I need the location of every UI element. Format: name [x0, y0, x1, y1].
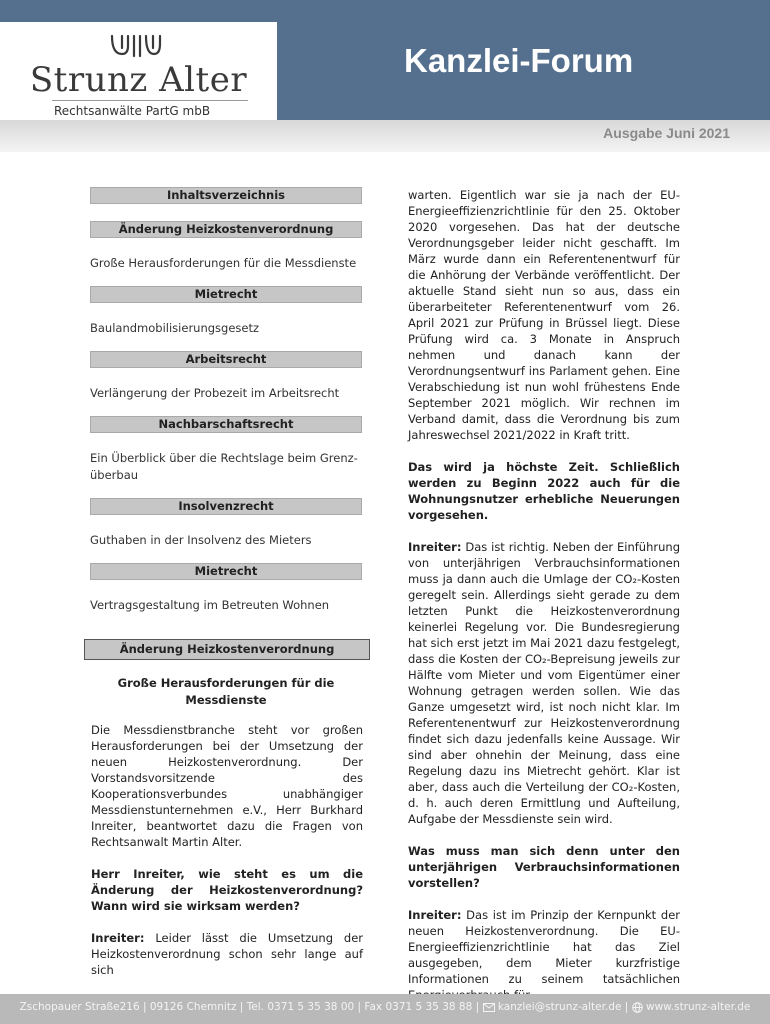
article-column-right [408, 187, 680, 1019]
question: Was muss man sich denn unter den unterjährigen Verbrauchsinformationen vorstellen? [408, 844, 680, 890]
article-intro: Die Messdienstbranche steht vor großen Herausforderungen bei der Umsetzung der neuen Heizkostenverordnung. Der Vorstandsvorsitzende des Kooperationsverbundes unabhängiger Messdienstunternehmen e.V., Herr Burkhard Inreiter, beantwortet dazu die Fragen von Rechtsanwalt Martin Alter. [91, 723, 363, 849]
logo-name: Strunz Alter [29, 60, 248, 100]
toc-heading: Inhaltsverzeichnis [90, 187, 362, 204]
toc-section: Nachbarschaftsrecht [90, 416, 362, 433]
toc-section: Änderung Heizkostenverordnung [90, 221, 362, 238]
toc-item[interactable]: Verlängerung der Probezeit im Arbeitsrecht [90, 386, 340, 400]
speaker-label: Inreiter: [408, 540, 462, 554]
envelope-icon [483, 1003, 495, 1012]
globe-icon [632, 1002, 643, 1013]
footer-email[interactable]: kanzlei@strunz-alter.de | [497, 1001, 629, 1013]
logo-divider [52, 100, 248, 101]
toc-item[interactable]: Große Herausforderungen für die Messdienste [90, 256, 357, 270]
article-title: Große Herausforderungen für die Messdienste [117, 676, 335, 707]
question: Das wird ja höchste Zeit. Schließlich werden zu Beginn 2022 auch für die Wohnungsnutzer erhebliche Neuerungen vorgesehen. [408, 460, 680, 522]
answer-text: warten. Eigentlich war sie ja nach der EU-Energieeffizienzrichtlinie für den 25. Oktober 2020 vorgesehen. Das hat der deutsche Verordnungsgeber leider nicht geschafft. Im März wurde dann ein Referentenentwurf für die Anhörung der Verbände veröffentlicht. Der aktuelle Stand sieht nun so aus, dass ein überarbeiteter Referentenentwurf vom 26. April 2021 zur Prüfung in Brüssel liegt. Diese Prüfung wird ca. 3 Monate in Anspruch nehmen und danach kann der Verordnungsentwurf ins Parlament gehen. Eine Verabschiedung ist nun wohl frühestens Ende September 2021 möglich. Wir rechnen im Verband damit, dass die Verordnung bis zum Jahreswechsel 2021/2022 in Kraft tritt. [408, 188, 680, 442]
answer [408, 539, 680, 827]
toc-item[interactable]: Guthaben in der Insolvenz des Mieters [90, 533, 312, 547]
footer-website[interactable]: www.strunz-alter.de [645, 1001, 751, 1013]
footer-contact [0, 1001, 770, 1013]
logo-subtitle: Rechtsanwälte PartG mbB [54, 104, 211, 118]
footer-address: Zschopauer Straße216 | 09126 Chemnitz | Tel. 0371 5 35 38 00 | Fax 0371 5 35 38 88 | [19, 1001, 480, 1013]
answer [408, 907, 680, 1003]
toc-item[interactable]: Ein Überblick über die Rechtslage beim Grenz-überbau [90, 451, 358, 482]
article-section-heading: Änderung Heizkostenverordnung [84, 639, 370, 660]
answer-text: Das ist richtig. Neben der Einführung von unterjährigen Verbrauchsinformationen muss ja dann auch die Umlage der CO₂-Kosten geregelt sein. Allerdings sieht gerade zu dem letzten Punkt die Heizkostenverordnung keinerlei Regelung vor. Die Bundesregierung hat sich erst jetzt im Mai 2021 dazu festgelegt, dass die Kosten der CO₂-Bepreisung jeweils zur Hälfte vom Mieter und vom Eigentümer einer Wohnung getragen werden sollen. Wie das Ganze umgesetzt wird, ist noch nicht klar. Im Referentenentwurf zur Heizkostenverordnung findet sich dazu jedenfalls keine Aussage. Wir sind aber ohnehin der Meinung, dass eine Regelung dazu ins Mietrecht gehört. Klar ist aber, dass auch die Verteilung der CO₂-Kosten, d. h. auch deren Ermittlung und Aufteilung, Aufgabe der Messdienste sein wird. [408, 540, 680, 826]
logo [0, 22, 277, 120]
speaker-label: Inreiter: [408, 908, 462, 922]
toc-section: Mietrecht [90, 286, 362, 303]
page-title: Kanzlei-Forum [404, 42, 634, 79]
answer-text: Leider lässt die Umsetzung der Heizkostenverordnung schon sehr lange auf sich [91, 931, 363, 977]
toc-section: Arbeitsrecht [90, 351, 362, 368]
toc-item[interactable]: Baulandmobilisierungsgesetz [90, 321, 260, 335]
toc-section: Mietrecht [90, 563, 362, 580]
answer-text: Das ist im Prinzip der Kernpunkt der neuen Heizkostenverordnung. Die EU-Energieeffizienzrichtlinie hat das Ziel ausgegeben, dem Mieter kurzfristige Informationen zu seinem tatsächlichen [408, 908, 680, 986]
toc-item[interactable]: Vertragsgestaltung im Betreuten Wohnen [90, 598, 330, 612]
table-of-contents [90, 187, 362, 614]
logo-mark-icon [108, 32, 164, 62]
answer [91, 930, 363, 978]
issue-label: Ausgabe Juni 2021 [603, 125, 730, 141]
speaker-label: Inreiter: [91, 931, 145, 945]
article-column-left [91, 722, 363, 994]
toc-section: Insolvenzrecht [90, 498, 362, 515]
question: Herr Inreiter, wie steht es um die Änderung der Heizkostenverordnung? Wann wird sie wirksam werden? [91, 867, 363, 913]
